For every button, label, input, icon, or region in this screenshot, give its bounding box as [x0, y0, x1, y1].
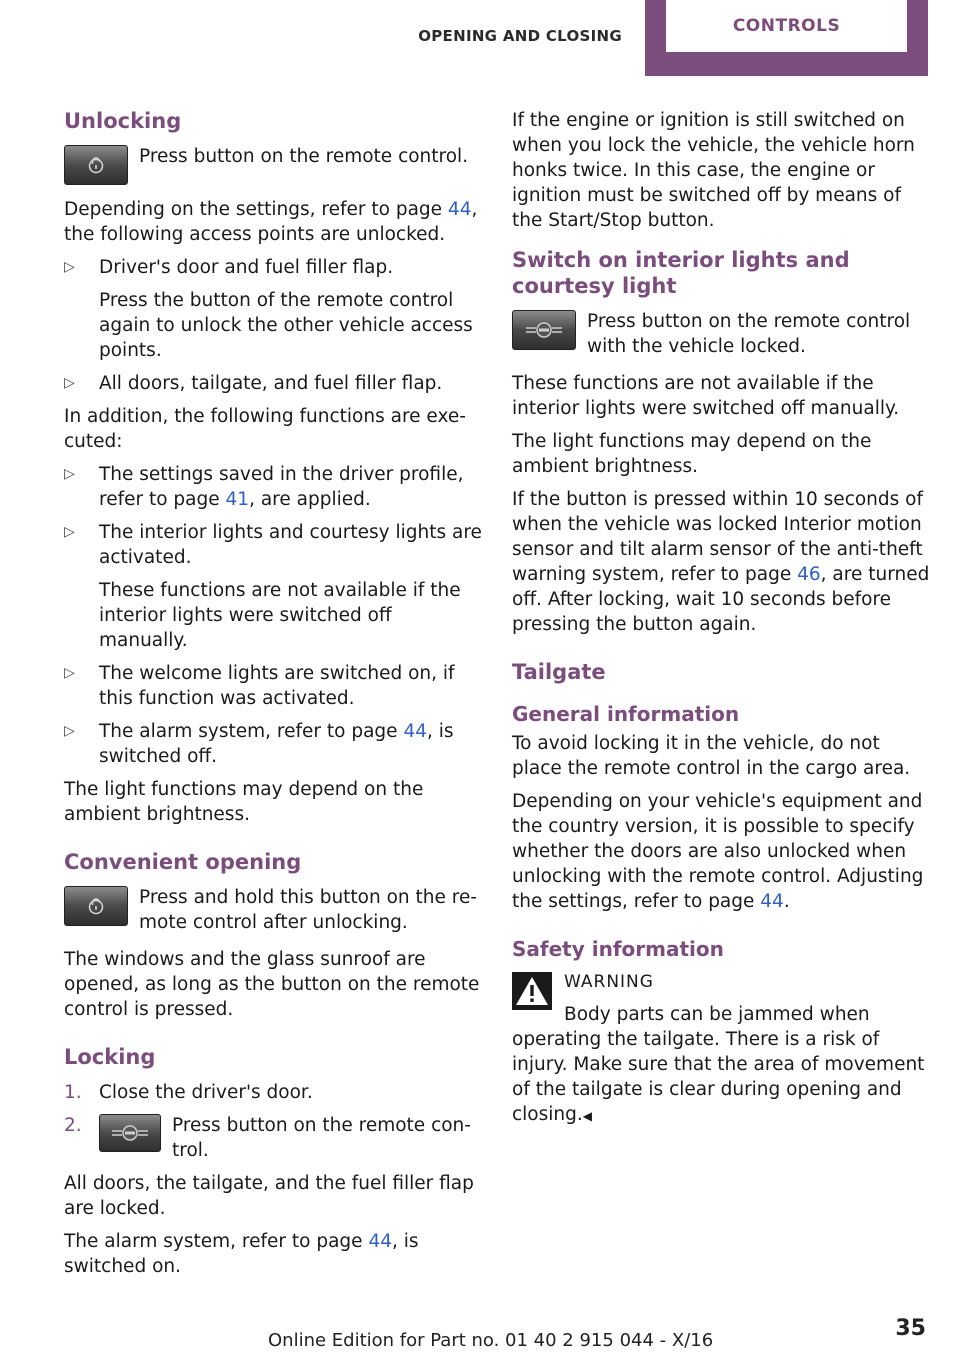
chapter-tab-label: CONTROLS [666, 0, 907, 52]
list-item: ▷ The welcome lights are switched on, if this function was activated. [64, 663, 455, 709]
interior-p1: These functions are not available if the interior lights were switched off manually. [512, 373, 900, 419]
triangle-bullet-icon: ▷ [64, 665, 75, 681]
convenient-button-row [64, 885, 482, 935]
list-item: 1. Close the driver's door. [64, 1082, 313, 1103]
list-item: 2. Press button on the remote control. [64, 1115, 471, 1161]
heading-tailgate: Tailgate [512, 660, 606, 684]
list-item: ▷ The settings saved in the driver profile, refer to page 41, are applied. [64, 464, 464, 510]
list-item: ▷ The alarm system, refer to page 44, is switched off. [64, 721, 454, 767]
end-mark-icon: ◀ [582, 1109, 592, 1123]
list-item: ▷ All doors, tailgate, and fuel filler flap. [64, 373, 443, 394]
heading-convenient-opening: Convenient opening [64, 850, 302, 874]
heading-interior-lights: Switch on interior lights and courtesy light [512, 248, 850, 298]
unlock-button-text: Press button on the remote control. [139, 146, 469, 167]
alarm-on-text: The alarm system, refer to page 44, is switched on. [64, 1231, 419, 1277]
addition-text: In addition, the following functions are executed: [64, 406, 466, 452]
page-ref-link[interactable]: 46 [797, 564, 821, 585]
warning-triangle-icon [512, 972, 552, 1010]
page-header [0, 0, 960, 76]
interior-p2: The light functions may depend on the ambient brightness. [512, 431, 872, 477]
chapter-tab[interactable] [645, 0, 928, 76]
interior-p3: If the button is pressed within 10 seconds of when the vehicle was locked Interior motion sensor and tilt alarm sensor of the anti-theft warning system, refer to page 46, are turned off. After locking, wait 10 seconds before pressing the button again. [512, 489, 930, 635]
interior-button-row [512, 309, 932, 359]
ambient-text: The light functions may depend on the ambient brightness. [64, 779, 424, 825]
triangle-bullet-icon: ▷ [64, 723, 75, 739]
engine-note: If the engine or ignition is still switched on when you lock the vehicle, the vehicle horn honks twice. In this case, the engine or ignition must be switched off by means of the Start/Stop button. [512, 110, 915, 231]
unlock-access-list [64, 255, 482, 396]
list-item: ▷ The interior lights and courtesy lights are activated. These functions are not available if the interior lights were switched off manually. [64, 522, 482, 651]
page-ref-link[interactable]: 44 [760, 891, 784, 912]
mini-logo-button-icon [99, 1114, 161, 1152]
heading-safety-information: Safety information [512, 937, 724, 961]
locking-result: All doors, the tailgate, and the fuel filler flap are locked. [64, 1173, 474, 1219]
lock-button-icon [64, 886, 128, 926]
heading-locking: Locking [64, 1045, 156, 1069]
page-ref-link[interactable]: 44 [447, 199, 472, 220]
page-footer [0, 1316, 960, 1356]
tailgate-g2: Depending on your vehicle's equipment and the country version, it is possible to specify whether the doors are also unlocked when unlocking with the remote control. Adjusting the settings, refer to page 44. [512, 791, 924, 912]
right-column [512, 108, 932, 1137]
unlock-intro: Depending on the settings, refer to page 44, the following access points are unlocked. [64, 199, 478, 245]
unlock-functions-list [64, 462, 482, 769]
page-ref-link[interactable]: 41 [225, 489, 250, 510]
edition-text: Online Edition for Part no. 01 40 2 915 044 - X/16 [268, 1330, 714, 1351]
lock-button-icon [64, 145, 128, 185]
page-number: 35 [895, 1316, 926, 1341]
triangle-bullet-icon: ▷ [64, 524, 75, 540]
triangle-bullet-icon: ▷ [64, 466, 75, 482]
list-item: ▷ Driver's door and fuel filler flap. Press the button of the remote control again to unlock the other vehicle access points. [64, 257, 473, 361]
heading-general-information: General information [512, 702, 740, 726]
locking-steps [64, 1080, 482, 1163]
warning-text: Body parts can be jammed when operating the tailgate. There is a risk of injury. Make sure that the area of movement of the tailgate is clear during opening and closing.◀ [512, 1004, 925, 1125]
page-ref-link[interactable]: 44 [403, 721, 427, 742]
section-title: OPENING AND CLOSING [418, 27, 622, 45]
mini-logo-button-icon [512, 310, 576, 350]
unlock-button-row [64, 144, 482, 185]
convenient-button-text: Press and hold this button on the remote control after unlocking. [139, 887, 478, 933]
heading-unlocking: Unlocking [64, 109, 182, 133]
convenient-body: The windows and the glass sunroof are opened, as long as the button on the remote control is pressed. [64, 949, 480, 1020]
warning-label: WARNING [564, 972, 654, 992]
tailgate-g1: To avoid locking it in the vehicle, do not place the remote control in the cargo area. [512, 733, 911, 779]
interior-button-text: Press button on the remote control with the vehicle locked. [587, 311, 911, 357]
triangle-bullet-icon: ▷ [64, 375, 75, 391]
left-column [64, 108, 482, 1287]
page-ref-link[interactable]: 44 [368, 1231, 392, 1252]
triangle-bullet-icon: ▷ [64, 259, 75, 275]
